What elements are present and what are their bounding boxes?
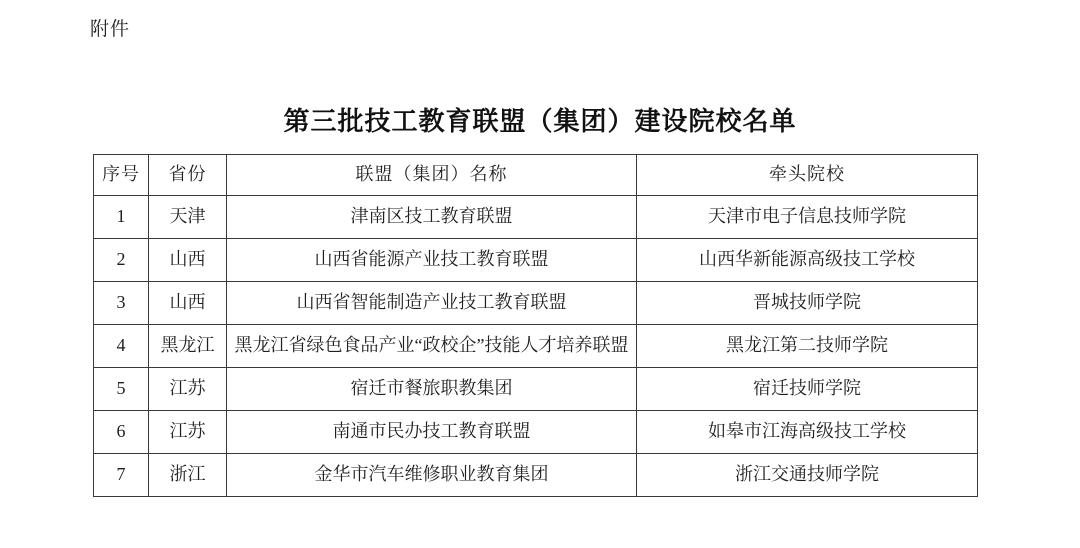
cell-province: 黑龙江	[149, 325, 227, 368]
table-row	[94, 196, 978, 239]
cell-school: 天津市电子信息技师学院	[637, 196, 978, 239]
cell-no: 2	[94, 239, 149, 282]
table-header-row	[94, 155, 978, 196]
cell-province: 天津	[149, 196, 227, 239]
alliance-roster-table	[93, 154, 978, 497]
col-header-no: 序号	[94, 155, 149, 196]
cell-alliance: 黑龙江省绿色食品产业“政校企”技能人才培养联盟	[227, 325, 637, 368]
cell-no: 1	[94, 196, 149, 239]
cell-no: 4	[94, 325, 149, 368]
cell-school: 黑龙江第二技师学院	[637, 325, 978, 368]
col-header-province: 省份	[149, 155, 227, 196]
cell-alliance: 山西省智能制造产业技工教育联盟	[227, 282, 637, 325]
cell-alliance: 金华市汽车维修职业教育集团	[227, 454, 637, 497]
cell-province: 山西	[149, 282, 227, 325]
cell-province: 山西	[149, 239, 227, 282]
table-row	[94, 325, 978, 368]
cell-no: 7	[94, 454, 149, 497]
cell-school: 浙江交通技师学院	[637, 454, 978, 497]
table-row	[94, 282, 978, 325]
cell-school: 山西华新能源高级技工学校	[637, 239, 978, 282]
cell-no: 5	[94, 368, 149, 411]
cell-alliance: 山西省能源产业技工教育联盟	[227, 239, 637, 282]
page-title: 第三批技工教育联盟（集团）建设院校名单	[283, 107, 797, 137]
cell-province: 江苏	[149, 411, 227, 454]
cell-alliance: 津南区技工教育联盟	[227, 196, 637, 239]
cell-province: 浙江	[149, 454, 227, 497]
col-header-school: 牵头院校	[637, 155, 978, 196]
attachment-label: 附件	[90, 19, 131, 40]
table-row	[94, 368, 978, 411]
cell-no: 3	[94, 282, 149, 325]
col-header-alliance: 联盟（集团）名称	[227, 155, 637, 196]
cell-school: 宿迁技师学院	[637, 368, 978, 411]
cell-alliance: 南通市民办技工教育联盟	[227, 411, 637, 454]
cell-school: 晋城技师学院	[637, 282, 978, 325]
cell-alliance: 宿迁市餐旅职教集团	[227, 368, 637, 411]
table-row	[94, 411, 978, 454]
table-row	[94, 454, 978, 497]
table-row	[94, 239, 978, 282]
cell-no: 6	[94, 411, 149, 454]
cell-province: 江苏	[149, 368, 227, 411]
table-body	[94, 196, 978, 497]
cell-school: 如皋市江海高级技工学校	[637, 411, 978, 454]
